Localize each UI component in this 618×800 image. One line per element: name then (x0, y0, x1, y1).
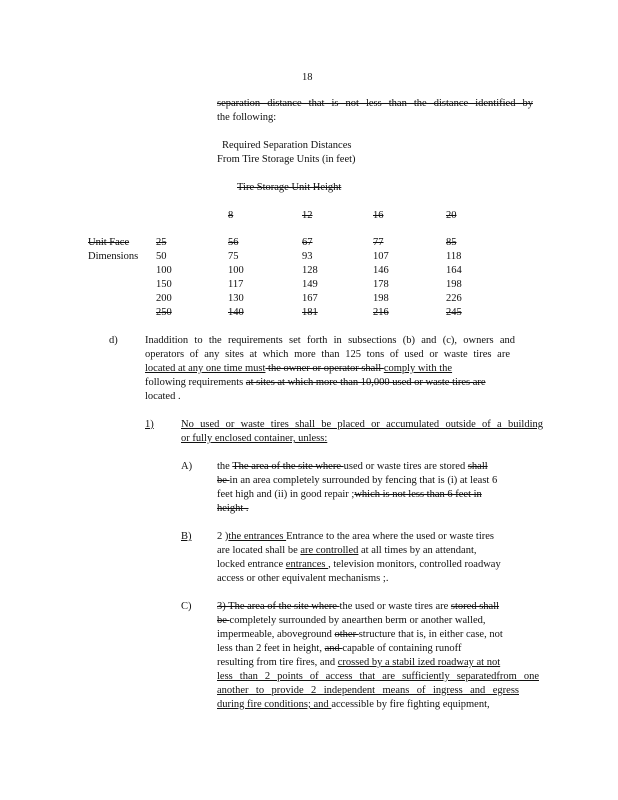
table-title-2: From Tire Storage Units (in feet) (217, 154, 356, 165)
item-c-line-8 (217, 699, 490, 711)
table-cell: 198 (373, 293, 389, 304)
inserted-text: the entrances (228, 531, 287, 542)
table-cell: 167 (302, 293, 318, 304)
text-run: capable of containing runoff (342, 643, 462, 654)
deleted-text: be (217, 615, 230, 626)
text-run: used or waste tires (416, 531, 494, 542)
text-run: completely surrounded by anearthen berm or another walled, (229, 615, 486, 626)
row-label: 100 (156, 265, 172, 276)
text-run: impermeable, aboveground (217, 629, 335, 640)
col-header-8: 8 (228, 210, 234, 221)
para-d-line-3 (145, 363, 452, 375)
item-c-line-7: another to provide 2 independent means of ingress and egress (217, 685, 519, 696)
text-run: locked entrance (217, 559, 286, 570)
item-a-marker: A) (181, 461, 193, 472)
text-run: are located shall be (217, 545, 301, 556)
item-b-line-2 (217, 545, 476, 557)
item-b-line-3 (217, 559, 501, 571)
para-d-line-2: operators of any sites at which more than 125 tons of used or waste tires are (145, 349, 510, 360)
deleted-text: be (217, 475, 230, 486)
item-b-line-1 (217, 531, 494, 543)
table-cell: 117 (228, 279, 244, 290)
table-cell: 67 (302, 237, 313, 248)
inserted-text: entrances (285, 559, 329, 570)
table-cell: 85 (446, 237, 457, 248)
inserted-text: are controlled (300, 545, 359, 556)
item-a-line-4: height . (217, 503, 249, 514)
inserted-text: crossed by a stabil ized roadway at not (337, 657, 501, 668)
item-a-line-1 (217, 461, 488, 473)
text-run: following requirements (145, 377, 246, 388)
item-1-marker: 1) (145, 419, 154, 430)
col-header-12: 12 (302, 210, 313, 221)
deleted-text: and (324, 643, 343, 654)
deleted-text: stored shall (450, 601, 500, 612)
text-run: feet high and (ii) in good repair ; (217, 489, 355, 500)
col-header-20: 20 (446, 210, 457, 221)
table-cell: 100 (228, 265, 244, 276)
text-run: at all times by an attendant, (358, 545, 477, 556)
table-cell: 107 (373, 251, 389, 262)
page-number: 18 (302, 72, 313, 83)
table-cell: 77 (373, 237, 384, 248)
row-label: 200 (156, 293, 172, 304)
item-b-line-4: access or other equivalent mechanisms ;. (217, 573, 389, 584)
intro-line-1: separation distance that is not less than the distance identified by (217, 98, 533, 109)
table-cell: 93 (302, 251, 313, 262)
text-run: Entrance to the area where the (286, 531, 417, 542)
table-cell: 146 (373, 265, 389, 276)
text-run: the used or waste tires are (339, 601, 451, 612)
table-title-1: Required Separation Distances (222, 140, 352, 151)
text-run: resulting from tire fires, and (217, 657, 338, 668)
inserted-text: located at any one time must (145, 363, 266, 374)
deleted-text: The area of the site where (232, 461, 344, 472)
item-c-line-6: less than 2 points of access that are sufficiently separatedfrom one (217, 671, 539, 682)
text-run: the (217, 461, 233, 472)
table-cell: 181 (302, 307, 318, 318)
table-cell: 164 (446, 265, 462, 276)
table-cell: 140 (228, 307, 244, 318)
item-1-line-1: No used or waste tires shall be placed or accumulated outside of a building (181, 419, 543, 430)
row-group-label-2: Dimensions (88, 251, 139, 262)
para-d-line-4 (145, 377, 486, 389)
text-run: accessible by fire fighting equipment, (331, 699, 490, 710)
table-cell: 198 (446, 279, 462, 290)
intro-line-2: the following: (217, 112, 277, 123)
row-label: 250 (156, 307, 172, 318)
text-run: in an area completely surrounded by fencing that is (i) at least 6 (229, 475, 498, 486)
para-d-marker: d) (109, 335, 118, 346)
text-run: less than 2 feet in height, (217, 643, 325, 654)
row-label: 50 (156, 251, 167, 262)
item-c-line-4 (217, 643, 461, 655)
text-run: structure that is, in either case, not (358, 629, 503, 640)
column-group-label: Tire Storage Unit Height (237, 182, 342, 193)
item-1-line-2: or fully enclosed container, unless: (181, 433, 328, 444)
table-cell: 216 (373, 307, 389, 318)
inserted-text: comply with the (383, 363, 453, 374)
item-c-line-5 (217, 657, 500, 669)
table-cell: 149 (302, 279, 318, 290)
deleted-text: shall (467, 461, 488, 472)
item-c-line-2 (217, 615, 486, 627)
deleted-text: 3) The area of the site where (217, 601, 340, 612)
item-a-line-3 (217, 489, 482, 501)
table-cell: 226 (446, 293, 462, 304)
row-label: 25 (156, 237, 167, 248)
table-cell: 75 (228, 251, 239, 262)
table-cell: 130 (228, 293, 244, 304)
row-label: 150 (156, 279, 172, 290)
item-b-marker: B) (181, 531, 192, 542)
row-group-label-1: Unit Face (88, 237, 130, 248)
item-c-line-3 (217, 629, 503, 641)
text-run: 2 ) (217, 531, 229, 542)
table-cell: 245 (446, 307, 462, 318)
item-c-line-1 (217, 601, 499, 613)
text-run: , television monitors, controlled roadway (328, 559, 501, 570)
table-cell: 128 (302, 265, 318, 276)
col-header-16: 16 (373, 210, 384, 221)
table-cell: 178 (373, 279, 389, 290)
deleted-text: the owner or operator shall (265, 363, 384, 374)
table-cell: 118 (446, 251, 462, 262)
deleted-text: other (334, 629, 359, 640)
text-run: used or waste tires are stored (343, 461, 468, 472)
deleted-text: which is not less than 6 feet in (354, 489, 482, 500)
item-a-line-2 (217, 475, 497, 487)
deleted-text: at sites at which more than 10,000 used or waste tires are (245, 377, 486, 388)
inserted-text: during fire conditions; and (217, 699, 332, 710)
para-d-line-5: located . (145, 391, 181, 402)
table-cell: 56 (228, 237, 239, 248)
item-c-marker: C) (181, 601, 192, 612)
para-d-line-1: Inaddition to the requirements set forth in subsections (b) and (c), owners and (145, 335, 515, 346)
